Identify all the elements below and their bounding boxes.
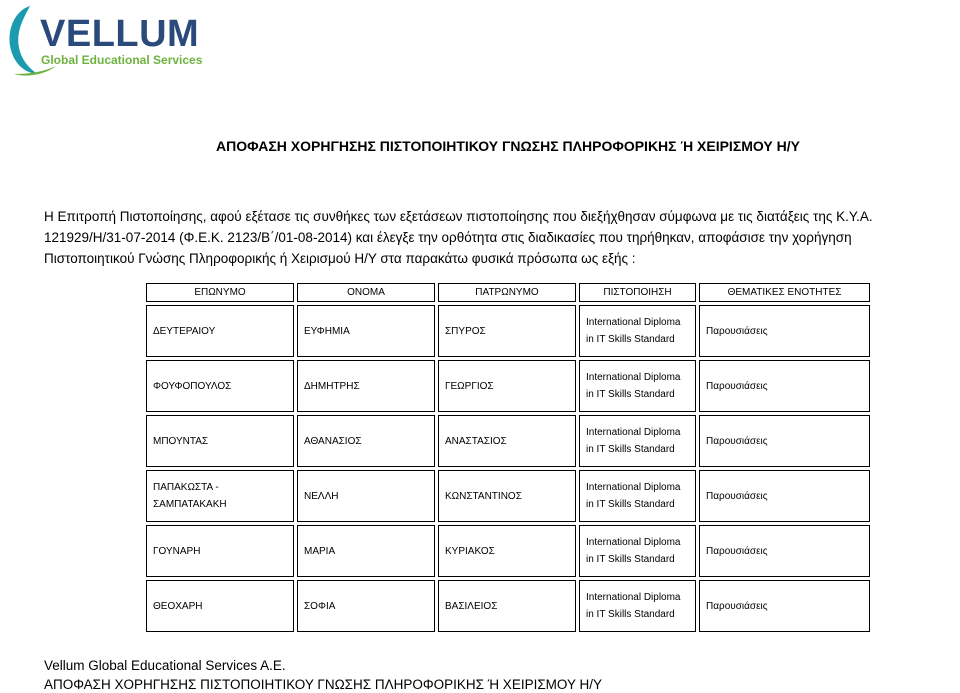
cell-certification: International Diploma in IT Skills Standard bbox=[579, 415, 696, 467]
intro-paragraph: Η Επιτροπή Πιστοποίησης, αφού εξέτασε τις συνθήκες των εξετάσεων πιστοποίησης που διεξήχθησαν σύμφωνα με τις διατάξεις της Κ.Υ.Α. 121929/Η/31-07-2014 (Φ.Ε.Κ. 2123/Β΄/01-08-2014) και έλεγξε την ορθότητα στις διαδικασίες που τηρήθηκαν, αποφάσισε την χορήγηση Πιστοποιητικού Γνώσης Πληροφορικής ή Χειρισμού Η/Υ στα παρακάτω φυσικά πρόσωπα ως εξής : bbox=[44, 209, 873, 266]
cell-surname: ΘΕΟΧΑΡΗ bbox=[146, 580, 294, 632]
cell-certification: International Diploma in IT Skills Standard bbox=[579, 525, 696, 577]
cell-modules: Παρουσιάσεις bbox=[699, 415, 870, 467]
cell-name: ΝΕΛΛΗ bbox=[297, 470, 435, 522]
table-row bbox=[146, 305, 870, 357]
cell-surname: ΓΟΥΝΑΡΗ bbox=[146, 525, 294, 577]
cell-name: ΣΟΦΙΑ bbox=[297, 580, 435, 632]
cell-name: ΑΘΑΝΑΣΙΟΣ bbox=[297, 415, 435, 467]
cell-modules: Παρουσιάσεις bbox=[699, 525, 870, 577]
table-row bbox=[146, 580, 870, 632]
table-row bbox=[146, 470, 870, 522]
logo-name: VELLUM bbox=[40, 13, 200, 55]
cell-fathers-name: ΚΥΡΙΑΚΟΣ bbox=[438, 525, 576, 577]
cell-certification: International Diploma in IT Skills Standard bbox=[579, 305, 696, 357]
header-name: ΟΝΟΜΑ bbox=[297, 283, 435, 302]
cell-modules: Παρουσιάσεις bbox=[699, 580, 870, 632]
cell-surname: ΦΟΥΦΟΠΟΥΛΟΣ bbox=[146, 360, 294, 412]
cell-fathers-name: ΣΠΥΡΟΣ bbox=[438, 305, 576, 357]
footer-doc-title: ΑΠΟΦΑΣΗ ΧΟΡΗΓΗΣΗΣ ΠΙΣΤΟΠΟΙΗΤΙΚΟΥ ΓΝΩΣΗΣ ΠΛΗΡΟΦΟΡΙΚΗΣ Ή ΧΕΙΡΙΣΜΟΥ Η/Υ bbox=[44, 677, 602, 692]
cell-name: ΔΗΜΗΤΡΗΣ bbox=[297, 360, 435, 412]
header-fathers-name: ΠΑΤΡΩΝΥΜΟ bbox=[438, 283, 576, 302]
cell-name: ΕΥΦΗΜΙΑ bbox=[297, 305, 435, 357]
cell-surname: ΜΠΟΥΝΤΑΣ bbox=[146, 415, 294, 467]
cell-fathers-name: ΓΕΩΡΓΙΟΣ bbox=[438, 360, 576, 412]
cell-surname: ΠΑΠΑΚΩΣΤΑ - ΣΑΜΠΑΤΑΚΑΚΗ bbox=[146, 470, 294, 522]
page-footer bbox=[44, 656, 602, 693]
cell-fathers-name: ΑΝΑΣΤΑΣΙΟΣ bbox=[438, 415, 576, 467]
table-row bbox=[146, 525, 870, 577]
header-modules: ΘΕΜΑΤΙΚΕΣ ΕΝΟΤΗΤΕΣ bbox=[699, 283, 870, 302]
footer-company: Vellum Global Educational Services A.E. bbox=[44, 658, 286, 673]
cell-certification: International Diploma in IT Skills Standard bbox=[579, 580, 696, 632]
cell-certification: International Diploma in IT Skills Standard bbox=[579, 360, 696, 412]
cell-modules: Παρουσιάσεις bbox=[699, 305, 870, 357]
cell-fathers-name: ΚΩΝΣΤΑΝΤΙΝΟΣ bbox=[438, 470, 576, 522]
document-title: ΑΠΟΦΑΣΗ ΧΟΡΗΓΗΣΗΣ ΠΙΣΤΟΠΟΙΗΤΙΚΟΥ ΓΝΩΣΗΣ ΠΛΗΡΟΦΟΡΙΚΗΣ Ή ΧΕΙΡΙΣΜΟΥ Η/Υ bbox=[216, 138, 800, 154]
cell-name: ΜΑΡΙΑ bbox=[297, 525, 435, 577]
table-row bbox=[146, 415, 870, 467]
header-surname: ΕΠΩΝΥΜΟ bbox=[146, 283, 294, 302]
cell-modules: Παρουσιάσεις bbox=[699, 470, 870, 522]
header-certification: ΠΙΣΤΟΠΟΙΗΣΗ bbox=[579, 283, 696, 302]
logo-tagline: Global Educational Services bbox=[41, 53, 203, 67]
table-header-row bbox=[146, 283, 870, 302]
cell-surname: ΔΕΥΤΕΡΑΙΟΥ bbox=[146, 305, 294, 357]
company-logo bbox=[4, 4, 204, 76]
cell-modules: Παρουσιάσεις bbox=[699, 360, 870, 412]
cell-certification: International Diploma in IT Skills Standard bbox=[579, 470, 696, 522]
certificates-table bbox=[143, 280, 873, 635]
cell-fathers-name: ΒΑΣΙΛΕΙΟΣ bbox=[438, 580, 576, 632]
table-row bbox=[146, 360, 870, 412]
